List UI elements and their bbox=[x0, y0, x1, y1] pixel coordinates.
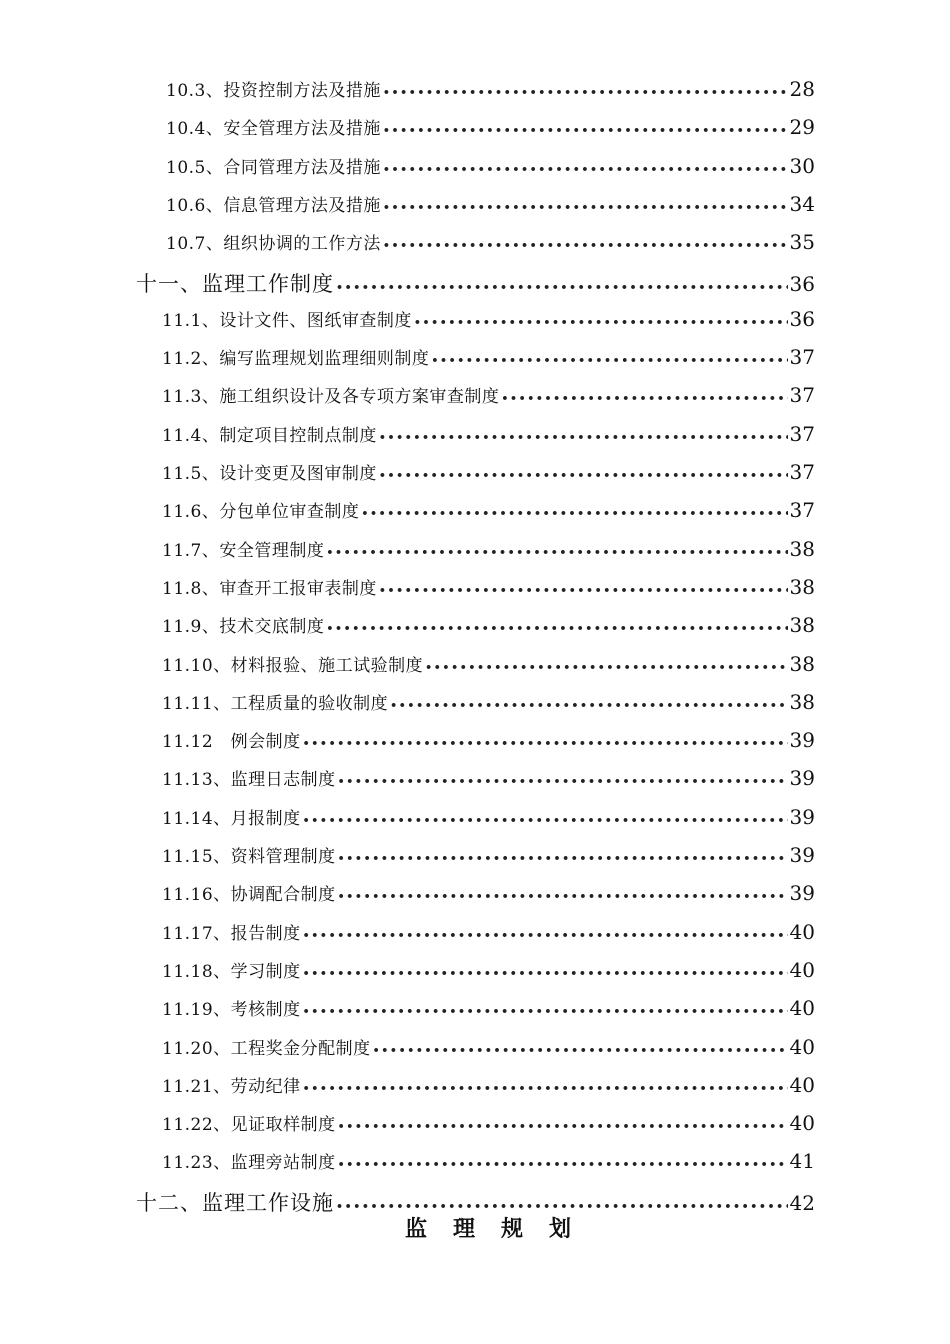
toc-section-entry[interactable] bbox=[162, 804, 815, 834]
toc-chapter-entry[interactable] bbox=[136, 268, 815, 298]
toc-dot-leader bbox=[501, 387, 787, 407]
toc-page-number: 36 bbox=[789, 272, 815, 296]
toc-section-entry[interactable] bbox=[162, 727, 815, 757]
toc-dot-leader bbox=[326, 541, 787, 561]
toc-page-number: 38 bbox=[789, 575, 815, 599]
toc-page-number: 40 bbox=[789, 1035, 815, 1059]
toc-page-number: 30 bbox=[789, 154, 815, 178]
toc-entry-label: 11.1、设计文件、图纸审查制度 bbox=[162, 311, 412, 331]
toc-entry-label: 11.19、考核制度 bbox=[162, 1000, 301, 1020]
toc-page-number: 39 bbox=[789, 766, 815, 790]
toc-entry-label: 11.17、报告制度 bbox=[162, 924, 301, 944]
toc-entry-label: 10.7、组织协调的工作方法 bbox=[166, 234, 381, 254]
toc-section-entry[interactable] bbox=[162, 1110, 815, 1140]
toc-section-entry[interactable] bbox=[166, 76, 815, 106]
toc-entry-label: 十二、监理工作设施 bbox=[136, 1191, 334, 1215]
toc-entry-label: 11.21、劳动纪律 bbox=[162, 1077, 301, 1097]
toc-page-number: 38 bbox=[789, 537, 815, 561]
toc-entry-label: 11.7、安全管理制度 bbox=[162, 541, 325, 561]
toc-dot-leader bbox=[303, 1000, 788, 1020]
toc-page-number: 37 bbox=[789, 422, 815, 446]
toc-entry-label: 11.14、月报制度 bbox=[162, 809, 301, 829]
toc-section-entry[interactable] bbox=[162, 306, 815, 336]
toc-dot-leader bbox=[326, 617, 787, 637]
toc-entry-label: 11.20、工程奖金分配制度 bbox=[162, 1039, 371, 1059]
toc-page-number: 40 bbox=[789, 920, 815, 944]
toc-dot-leader bbox=[336, 271, 788, 296]
toc-page-number: 38 bbox=[789, 690, 815, 714]
toc-section-entry[interactable] bbox=[162, 689, 815, 719]
toc-page-number: 37 bbox=[789, 498, 815, 522]
toc-dot-leader bbox=[383, 119, 788, 139]
toc-dot-leader bbox=[373, 1039, 788, 1059]
toc-section-entry[interactable] bbox=[162, 1072, 815, 1102]
toc-dot-leader bbox=[379, 579, 788, 599]
toc-dot-leader bbox=[303, 1077, 788, 1097]
toc-dot-leader bbox=[338, 1153, 788, 1173]
toc-dot-leader bbox=[390, 694, 787, 714]
toc-entry-label: 11.22、见证取样制度 bbox=[162, 1115, 336, 1135]
toc-entry-label: 11.16、协调配合制度 bbox=[162, 885, 336, 905]
toc-page-number: 37 bbox=[789, 345, 815, 369]
toc-section-entry[interactable] bbox=[162, 842, 815, 872]
toc-section-entry[interactable] bbox=[162, 919, 815, 949]
toc-entry-label: 11.6、分包单位审查制度 bbox=[162, 502, 360, 522]
toc-section-entry[interactable] bbox=[162, 344, 815, 374]
toc-page-number: 37 bbox=[789, 460, 815, 484]
toc-section-entry[interactable] bbox=[162, 421, 815, 451]
toc-page-number: 40 bbox=[789, 996, 815, 1020]
toc-section-entry[interactable] bbox=[162, 651, 815, 681]
document-title: 监理规划 bbox=[404, 1216, 597, 1242]
toc-entry-label: 10.5、合同管理方法及措施 bbox=[166, 158, 381, 178]
toc-page-number: 39 bbox=[789, 843, 815, 867]
toc-dot-leader bbox=[303, 962, 788, 982]
toc-entry-label: 11.4、制定项目控制点制度 bbox=[162, 426, 377, 446]
toc-section-entry[interactable] bbox=[162, 957, 815, 987]
toc-entry-label: 11.3、施工组织设计及各专项方案审查制度 bbox=[162, 387, 500, 407]
toc-page-number: 41 bbox=[789, 1149, 815, 1173]
toc-section-entry[interactable] bbox=[166, 114, 815, 144]
toc-page-number: 34 bbox=[789, 192, 815, 216]
toc-section-entry[interactable] bbox=[162, 536, 815, 566]
toc-dot-leader bbox=[379, 426, 788, 446]
toc-section-entry[interactable] bbox=[162, 1148, 815, 1178]
toc-dot-leader bbox=[431, 349, 787, 369]
toc-dot-leader bbox=[361, 502, 787, 522]
toc-entry-label: 11.10、材料报验、施工试验制度 bbox=[162, 656, 424, 676]
toc-entry-label: 11.15、资料管理制度 bbox=[162, 847, 336, 867]
toc-section-entry[interactable] bbox=[162, 880, 815, 910]
toc-section-entry[interactable] bbox=[162, 382, 815, 412]
toc-entry-label: 十一、监理工作制度 bbox=[136, 272, 334, 296]
toc-page-number: 29 bbox=[789, 115, 815, 139]
toc-entry-label: 11.5、设计变更及图审制度 bbox=[162, 464, 377, 484]
toc-entry-label: 11.11、工程质量的验收制度 bbox=[162, 694, 389, 714]
toc-section-entry[interactable] bbox=[162, 765, 815, 795]
toc-page-number: 40 bbox=[789, 958, 815, 982]
toc-page-number: 36 bbox=[789, 307, 815, 331]
toc-section-entry[interactable] bbox=[166, 191, 815, 221]
toc-page-number: 42 bbox=[789, 1191, 815, 1215]
toc-section-entry[interactable] bbox=[162, 497, 815, 527]
toc-entry-label: 11.23、监理旁站制度 bbox=[162, 1153, 336, 1173]
toc-section-entry[interactable] bbox=[166, 153, 815, 183]
toc-entry-label: 11.12 例会制度 bbox=[162, 732, 301, 752]
toc-page-number: 40 bbox=[789, 1111, 815, 1135]
toc-section-entry[interactable] bbox=[162, 612, 815, 642]
toc-entry-label: 11.13、监理日志制度 bbox=[162, 770, 336, 790]
toc-section-entry[interactable] bbox=[166, 229, 815, 259]
toc-page-number: 38 bbox=[789, 652, 815, 676]
toc-dot-leader bbox=[303, 732, 788, 752]
toc-section-entry[interactable] bbox=[162, 459, 815, 489]
toc-page-number: 39 bbox=[789, 881, 815, 905]
toc-entry-label: 11.2、编写监理规划监理细则制度 bbox=[162, 349, 430, 369]
toc-entry-label: 11.8、审查开工报审表制度 bbox=[162, 579, 377, 599]
toc-section-entry[interactable] bbox=[162, 995, 815, 1025]
toc-dot-leader bbox=[303, 924, 788, 944]
toc-dot-leader bbox=[338, 770, 788, 790]
toc-dot-leader bbox=[383, 158, 788, 178]
toc-dot-leader bbox=[338, 1115, 788, 1135]
toc-dot-leader bbox=[383, 196, 788, 216]
toc-page-number: 39 bbox=[789, 728, 815, 752]
toc-entry-label: 11.9、技术交底制度 bbox=[162, 617, 325, 637]
toc-dot-leader bbox=[425, 656, 787, 676]
toc-page-number: 39 bbox=[789, 805, 815, 829]
toc-page-number: 38 bbox=[789, 613, 815, 637]
toc-dot-leader bbox=[303, 809, 788, 829]
toc-entry-label: 11.18、学习制度 bbox=[162, 962, 301, 982]
toc-page-number: 28 bbox=[789, 77, 815, 101]
toc-page-number: 40 bbox=[789, 1073, 815, 1097]
toc-page-number: 35 bbox=[789, 230, 815, 254]
toc-dot-leader bbox=[338, 847, 788, 867]
toc-dot-leader bbox=[338, 885, 788, 905]
toc-dot-leader bbox=[383, 81, 788, 101]
toc-entry-label: 10.4、安全管理方法及措施 bbox=[166, 119, 381, 139]
toc-page-number: 37 bbox=[789, 383, 815, 407]
toc-dot-leader bbox=[379, 464, 788, 484]
toc-section-entry[interactable] bbox=[162, 1034, 815, 1064]
toc-entry-label: 10.6、信息管理方法及措施 bbox=[166, 196, 381, 216]
toc-dot-leader bbox=[383, 234, 788, 254]
toc-entry-label: 10.3、投资控制方法及措施 bbox=[166, 81, 381, 101]
toc-section-entry[interactable] bbox=[162, 574, 815, 604]
toc-dot-leader bbox=[414, 311, 788, 331]
